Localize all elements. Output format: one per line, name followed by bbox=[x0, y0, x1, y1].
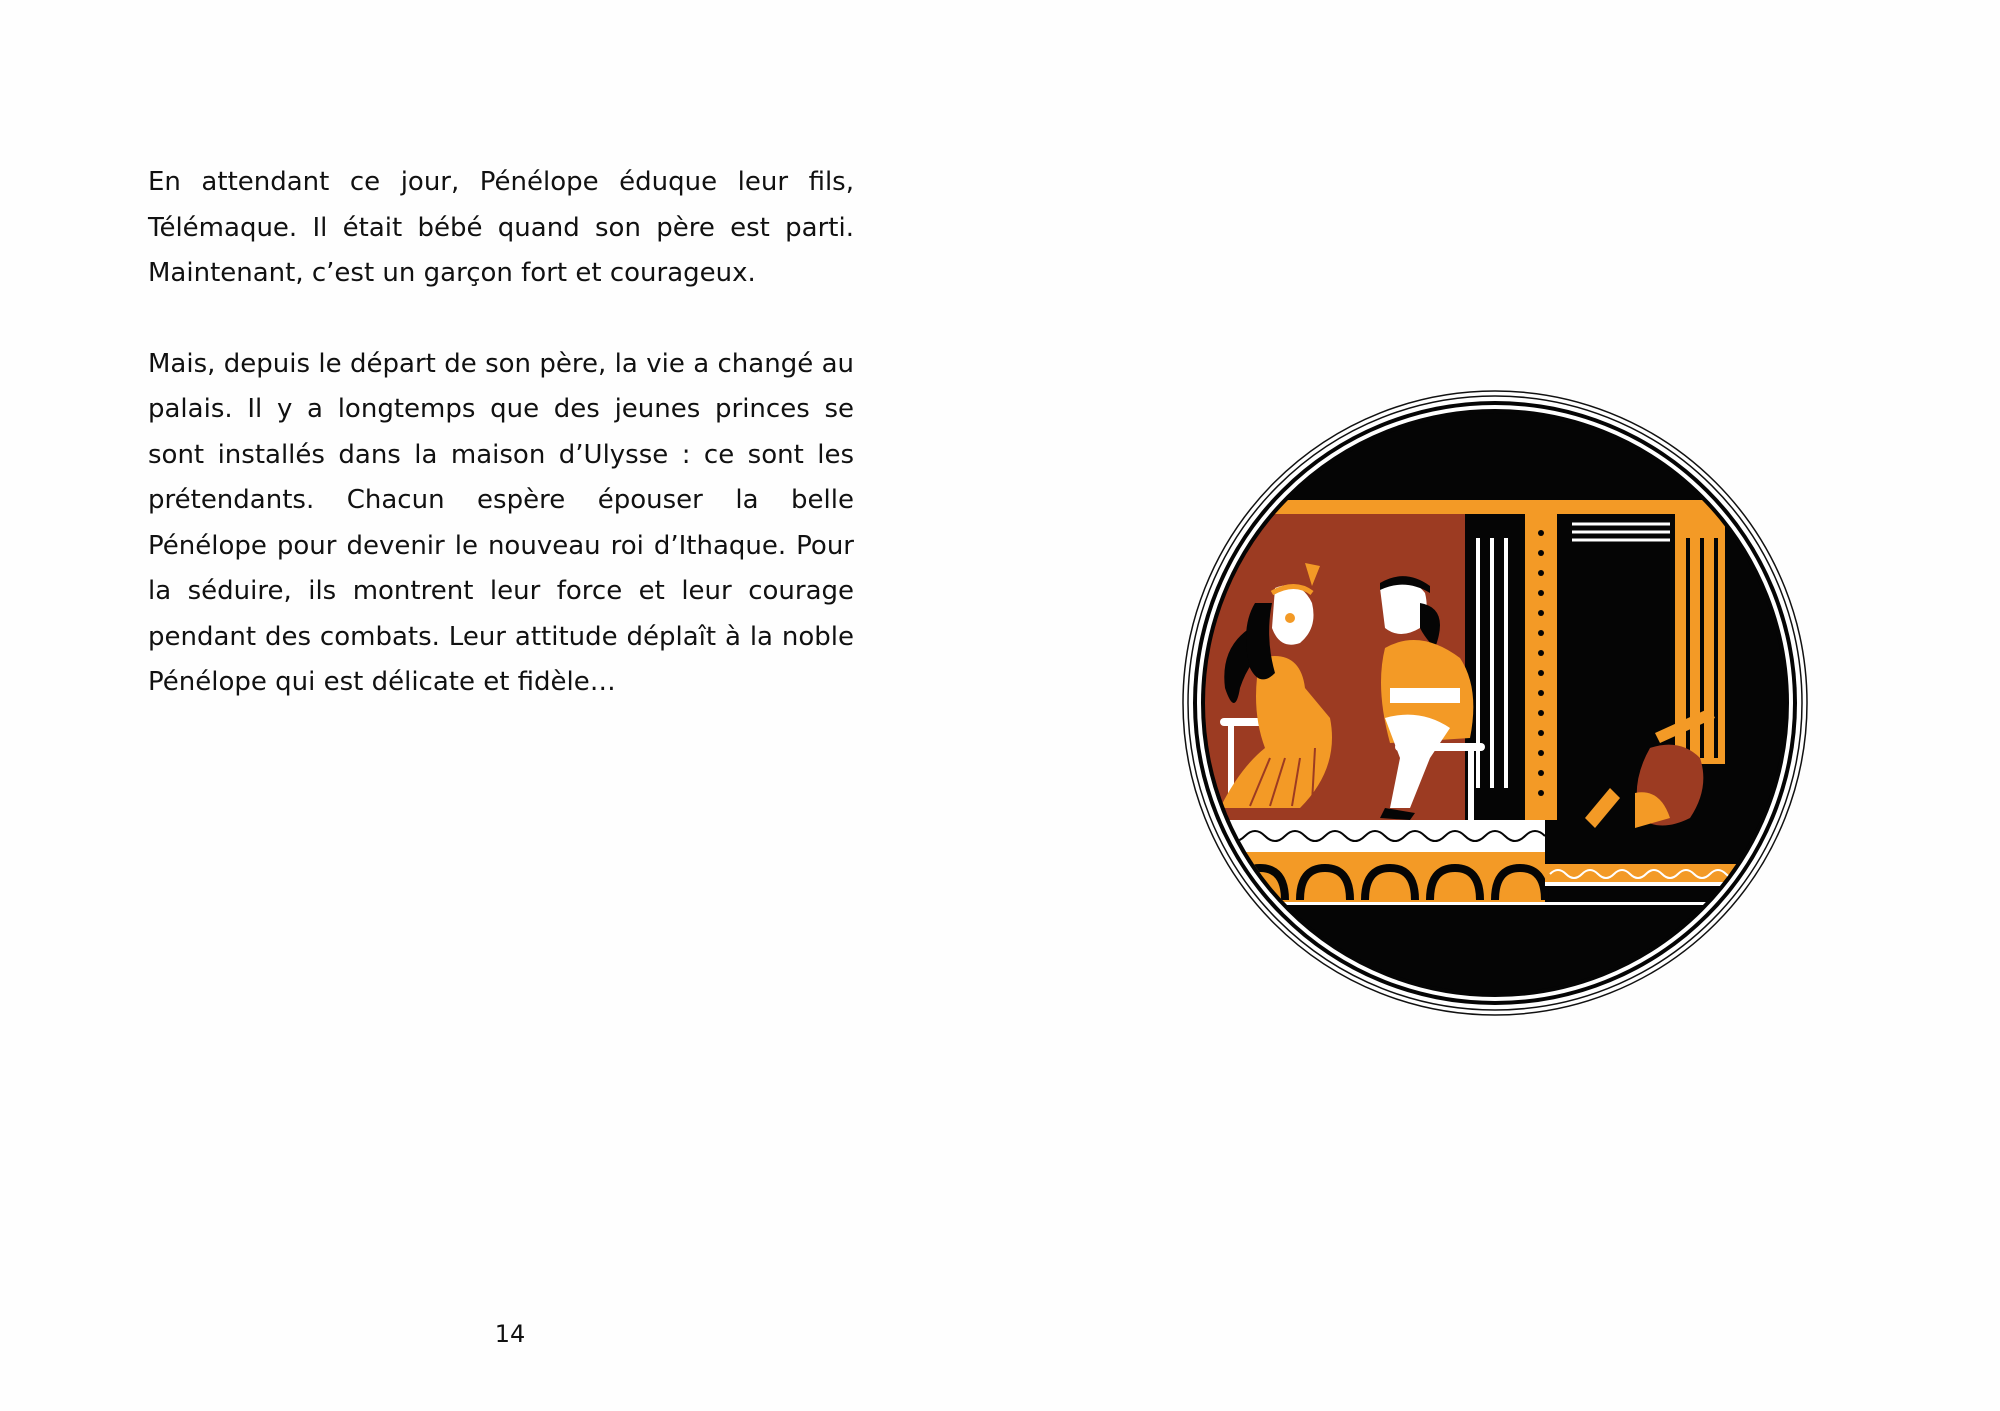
body-text bbox=[148, 160, 854, 751]
greek-vase-illustration bbox=[1180, 388, 1810, 1018]
page-number: 14 bbox=[494, 1320, 526, 1348]
paragraph-2: Mais, depuis le départ de son père, la vie a changé au palais. Il y a longtemps que des jeunes princes se sont installés dans la maison d’Ulysse : ce sont les prétendants. Chacun espère épouser la belle Pénélope pour devenir le nouveau roi d’Ithaque. Pour la séduire, ils montrent leur force et leur courage pendant des combats. Leur attitude déplaît à la noble Pénélope qui est délicate et fidèle… bbox=[148, 348, 854, 697]
paragraph-1: En attendant ce jour, Pénélope éduque leur fils, Télémaque. Il était bébé quand son père est parti. Maintenant, c’est un garçon fort et courageux. bbox=[148, 167, 854, 288]
meander-band bbox=[1200, 820, 1545, 852]
